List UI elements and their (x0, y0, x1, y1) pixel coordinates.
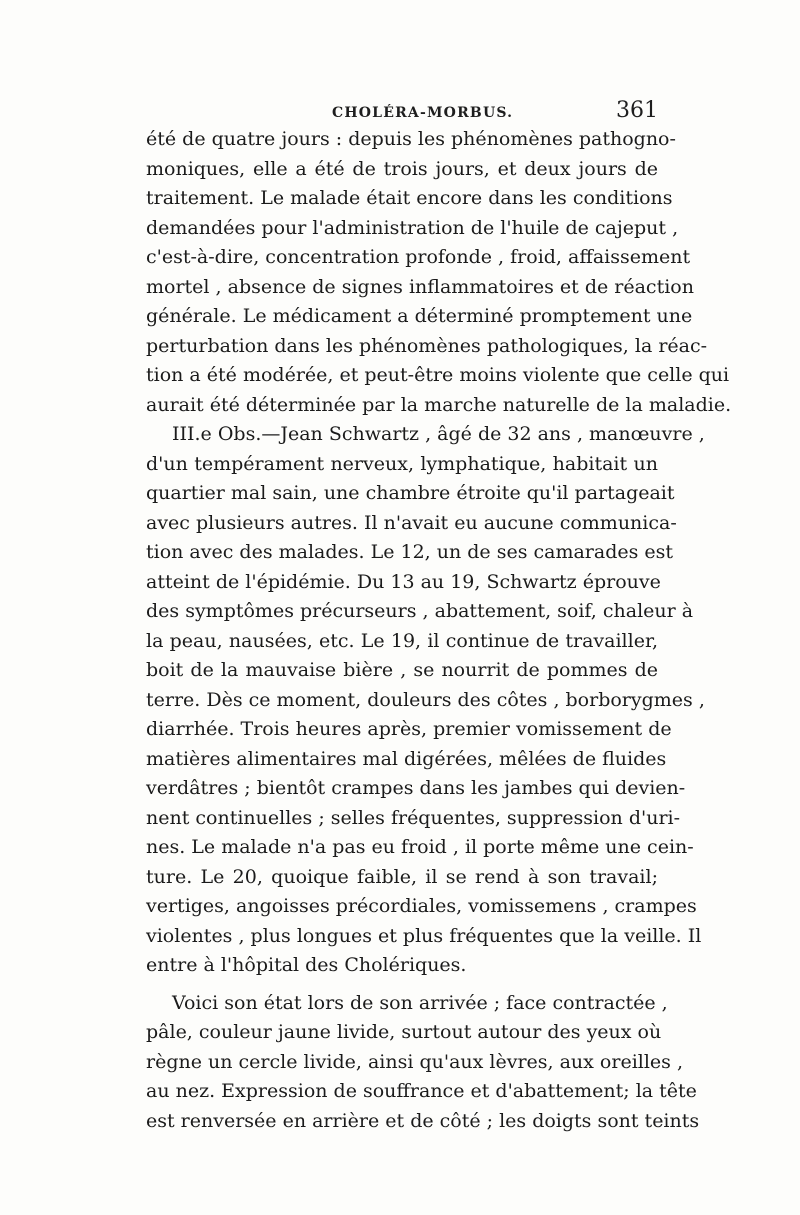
text-line: avec plusieurs autres. Il n'avait eu aucune communica- (146, 511, 677, 534)
text-line: boit de la mauvaise bière , se nourrit de pommes de (146, 659, 658, 681)
text-line: terre. Dès ce moment, douleurs des côtes , borborygmes , (146, 688, 705, 711)
running-title: CHOLÉRA-MORBUS. (332, 105, 514, 121)
text-line: est renversée en arrière et de côté ; les doigts sont teints (146, 1109, 700, 1132)
body-text (146, 125, 732, 1136)
page-number: 361 (616, 98, 658, 123)
text-line: vertiges, angoisses précordiales, vomissemens , crampes (146, 895, 697, 917)
text-line: règne un cercle livide, ainsi qu'aux lèvres, aux oreilles , (146, 1050, 683, 1073)
text-line: verdâtres ; bientôt crampes dans les jambes qui devien- (146, 777, 686, 799)
text-line: c'est-à-dire, concentration profonde , froid, affaissement (146, 246, 691, 268)
text-line: traitement. Le malade était encore dans les conditions (146, 187, 673, 209)
text-line: ture. Le 20, quoique faible, il se rend à son travail; (146, 865, 658, 888)
text-line: tion a été modérée, et peut-être moins violente que celle qui (146, 364, 730, 386)
text-line: la peau, nausées, etc. Le 19, il continue de travailler, (146, 629, 658, 652)
text-line: III.e Obs.—Jean Schwartz , âgé de 32 ans , manœuvre , (172, 423, 705, 445)
text-line: tion avec des malades. Le 12, un de ses camarades est (146, 541, 674, 563)
text-line: des symptômes précurseurs , abattement, soif, chaleur à (146, 600, 694, 622)
text-line: entre à l'hôpital des Cholériques. (146, 954, 467, 976)
paragraph-3 (146, 989, 700, 1137)
text-line: quartier mal sain, une chambre étroite qu'il partageait (146, 482, 675, 504)
text-line: au nez. Expression de souffrance et d'abattement; la tête (146, 1080, 697, 1102)
text-line: pâle, couleur jaune livide, surtout autour des yeux où (146, 1021, 662, 1043)
text-line: été de quatre jours : depuis les phénomènes pathogno- (146, 128, 676, 150)
paragraph-spacer (146, 981, 658, 989)
paragraph-2-observation-iii (146, 420, 705, 981)
text-line: nent continuelles ; selles fréquentes, suppression d'uri- (146, 806, 681, 829)
text-line: matières alimentaires mal digérées, mêlées de fluides (146, 747, 667, 770)
paragraph-1 (146, 125, 732, 420)
text-line: Voici son état lors de son arrivée ; face contractée , (172, 991, 668, 1014)
text-line: moniques, elle a été de trois jours, et deux jours de (146, 157, 658, 180)
text-line: mortel , absence de signes inflammatoires et de réaction (146, 275, 694, 298)
running-header (146, 98, 658, 128)
text-line: diarrhée. Trois heures après, premier vomissement de (146, 718, 672, 740)
text-line: atteint de l'épidémie. Du 13 au 19, Schwartz éprouve (146, 570, 661, 593)
text-line: demandées pour l'administration de l'huile de cajeput , (146, 216, 679, 239)
text-line: aurait été déterminée par la marche naturelle de la maladie. (146, 393, 732, 416)
text-line: perturbation dans les phénomènes pathologiques, la réac- (146, 334, 708, 357)
text-line: d'un tempérament nerveux, lymphatique, habitait un (146, 452, 658, 475)
text-line: nes. Le malade n'a pas eu froid , il porte même une cein- (146, 836, 694, 858)
text-line: générale. Le médicament a déterminé promptement une (146, 305, 693, 327)
text-line: violentes , plus longues et plus fréquentes que la veille. Il (146, 924, 702, 947)
